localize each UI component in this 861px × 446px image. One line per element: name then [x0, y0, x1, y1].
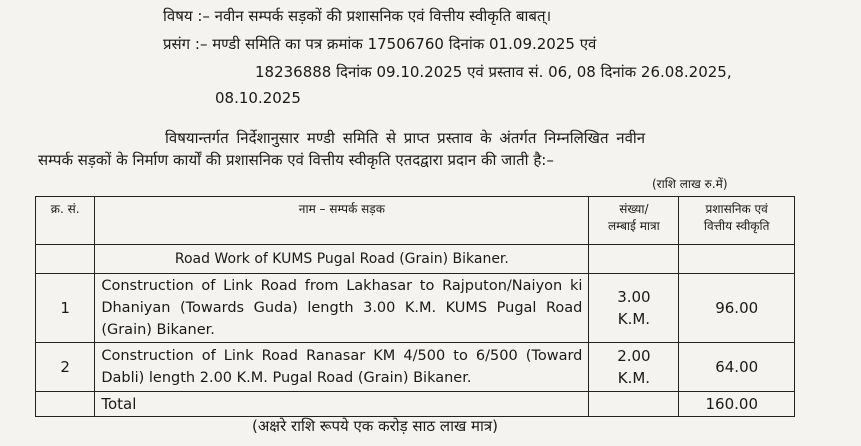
table-row	[36, 343, 795, 392]
row-length-unit: K.M.	[617, 369, 651, 387]
table-row	[36, 274, 795, 343]
header-sno: क्र. सं.	[36, 197, 95, 245]
amount-unit-note: (राशि लाख रु.में)	[652, 177, 728, 191]
row-length	[589, 343, 679, 392]
row-amount: 96.00	[679, 274, 795, 343]
body-paragraph-line-2: सम्पर्क सड़कों के निर्माण कार्यों की प्रशासनिक एवं वित्तीय स्वीकृति एतदद्वारा प्रदान की जाती है:–	[38, 151, 554, 169]
sanction-table	[35, 196, 795, 417]
row-description: Construction of Link Road Ranasar KM 4/500 to 6/500 (Toward Dabli) length 2.00 K.M. Pugal Road (Grain) Bikaner.	[95, 343, 589, 392]
header-length-line1: संख्या/	[619, 202, 649, 216]
amount-in-words: (अक्षरे राशि रूपये एक करोड़ साठ लाख मात्र)	[252, 417, 498, 435]
row-length-value: 2.00	[617, 347, 651, 365]
section-title-row	[36, 245, 795, 274]
header-length	[589, 197, 679, 245]
header-name: नाम – सम्पर्क सड़क	[95, 197, 589, 245]
header-sanction-line1: प्रशासनिक एवं	[705, 202, 768, 216]
reference-line-1: प्रसंग :– मण्डी समिति का पत्र क्रमांक 17506760 दिनांक 01.09.2025 एवं	[163, 35, 597, 53]
header-length-line2: लम्बाई मात्रा	[608, 219, 660, 233]
reference-line-2: 18236888 दिनांक 09.10.2025 एवं प्रस्ताव सं. 06, 08 दिनांक 26.08.2025,	[255, 63, 732, 81]
reference-line-3: 08.10.2025	[215, 89, 301, 107]
row-description: Construction of Link Road from Lakhasar to Rajputon/Naiyon ki Dhaniyan (Towards Guda) length 3.00 K.M. KUMS Pugal Road (Grain) Bikaner.	[95, 274, 589, 343]
row-length-unit: K.M.	[617, 310, 651, 328]
row-amount: 64.00	[679, 343, 795, 392]
row-length	[589, 274, 679, 343]
row-length-value: 3.00	[617, 288, 651, 306]
table-header-row	[36, 197, 795, 245]
total-label: Total	[95, 392, 589, 417]
section-title: Road Work of KUMS Pugal Road (Grain) Bikaner.	[95, 245, 589, 274]
total-amount: 160.00	[679, 392, 795, 417]
row-sno: 1	[36, 274, 95, 343]
header-sanction-line2: वित्तीय स्वीकृति	[703, 219, 770, 233]
row-sno: 2	[36, 343, 95, 392]
body-paragraph-line-1: विषयान्तर्गत निर्देशानुसार मण्डी समिति से प्राप्त प्रस्ताव के अंतर्गत निम्नलिखित नवीन	[165, 129, 646, 147]
total-row	[36, 392, 795, 417]
header-sanction	[679, 197, 795, 245]
subject-line: विषय :– नवीन सम्पर्क सड़कों की प्रशासनिक एवं वित्तीय स्वीकृति बाबत्।	[163, 7, 552, 25]
